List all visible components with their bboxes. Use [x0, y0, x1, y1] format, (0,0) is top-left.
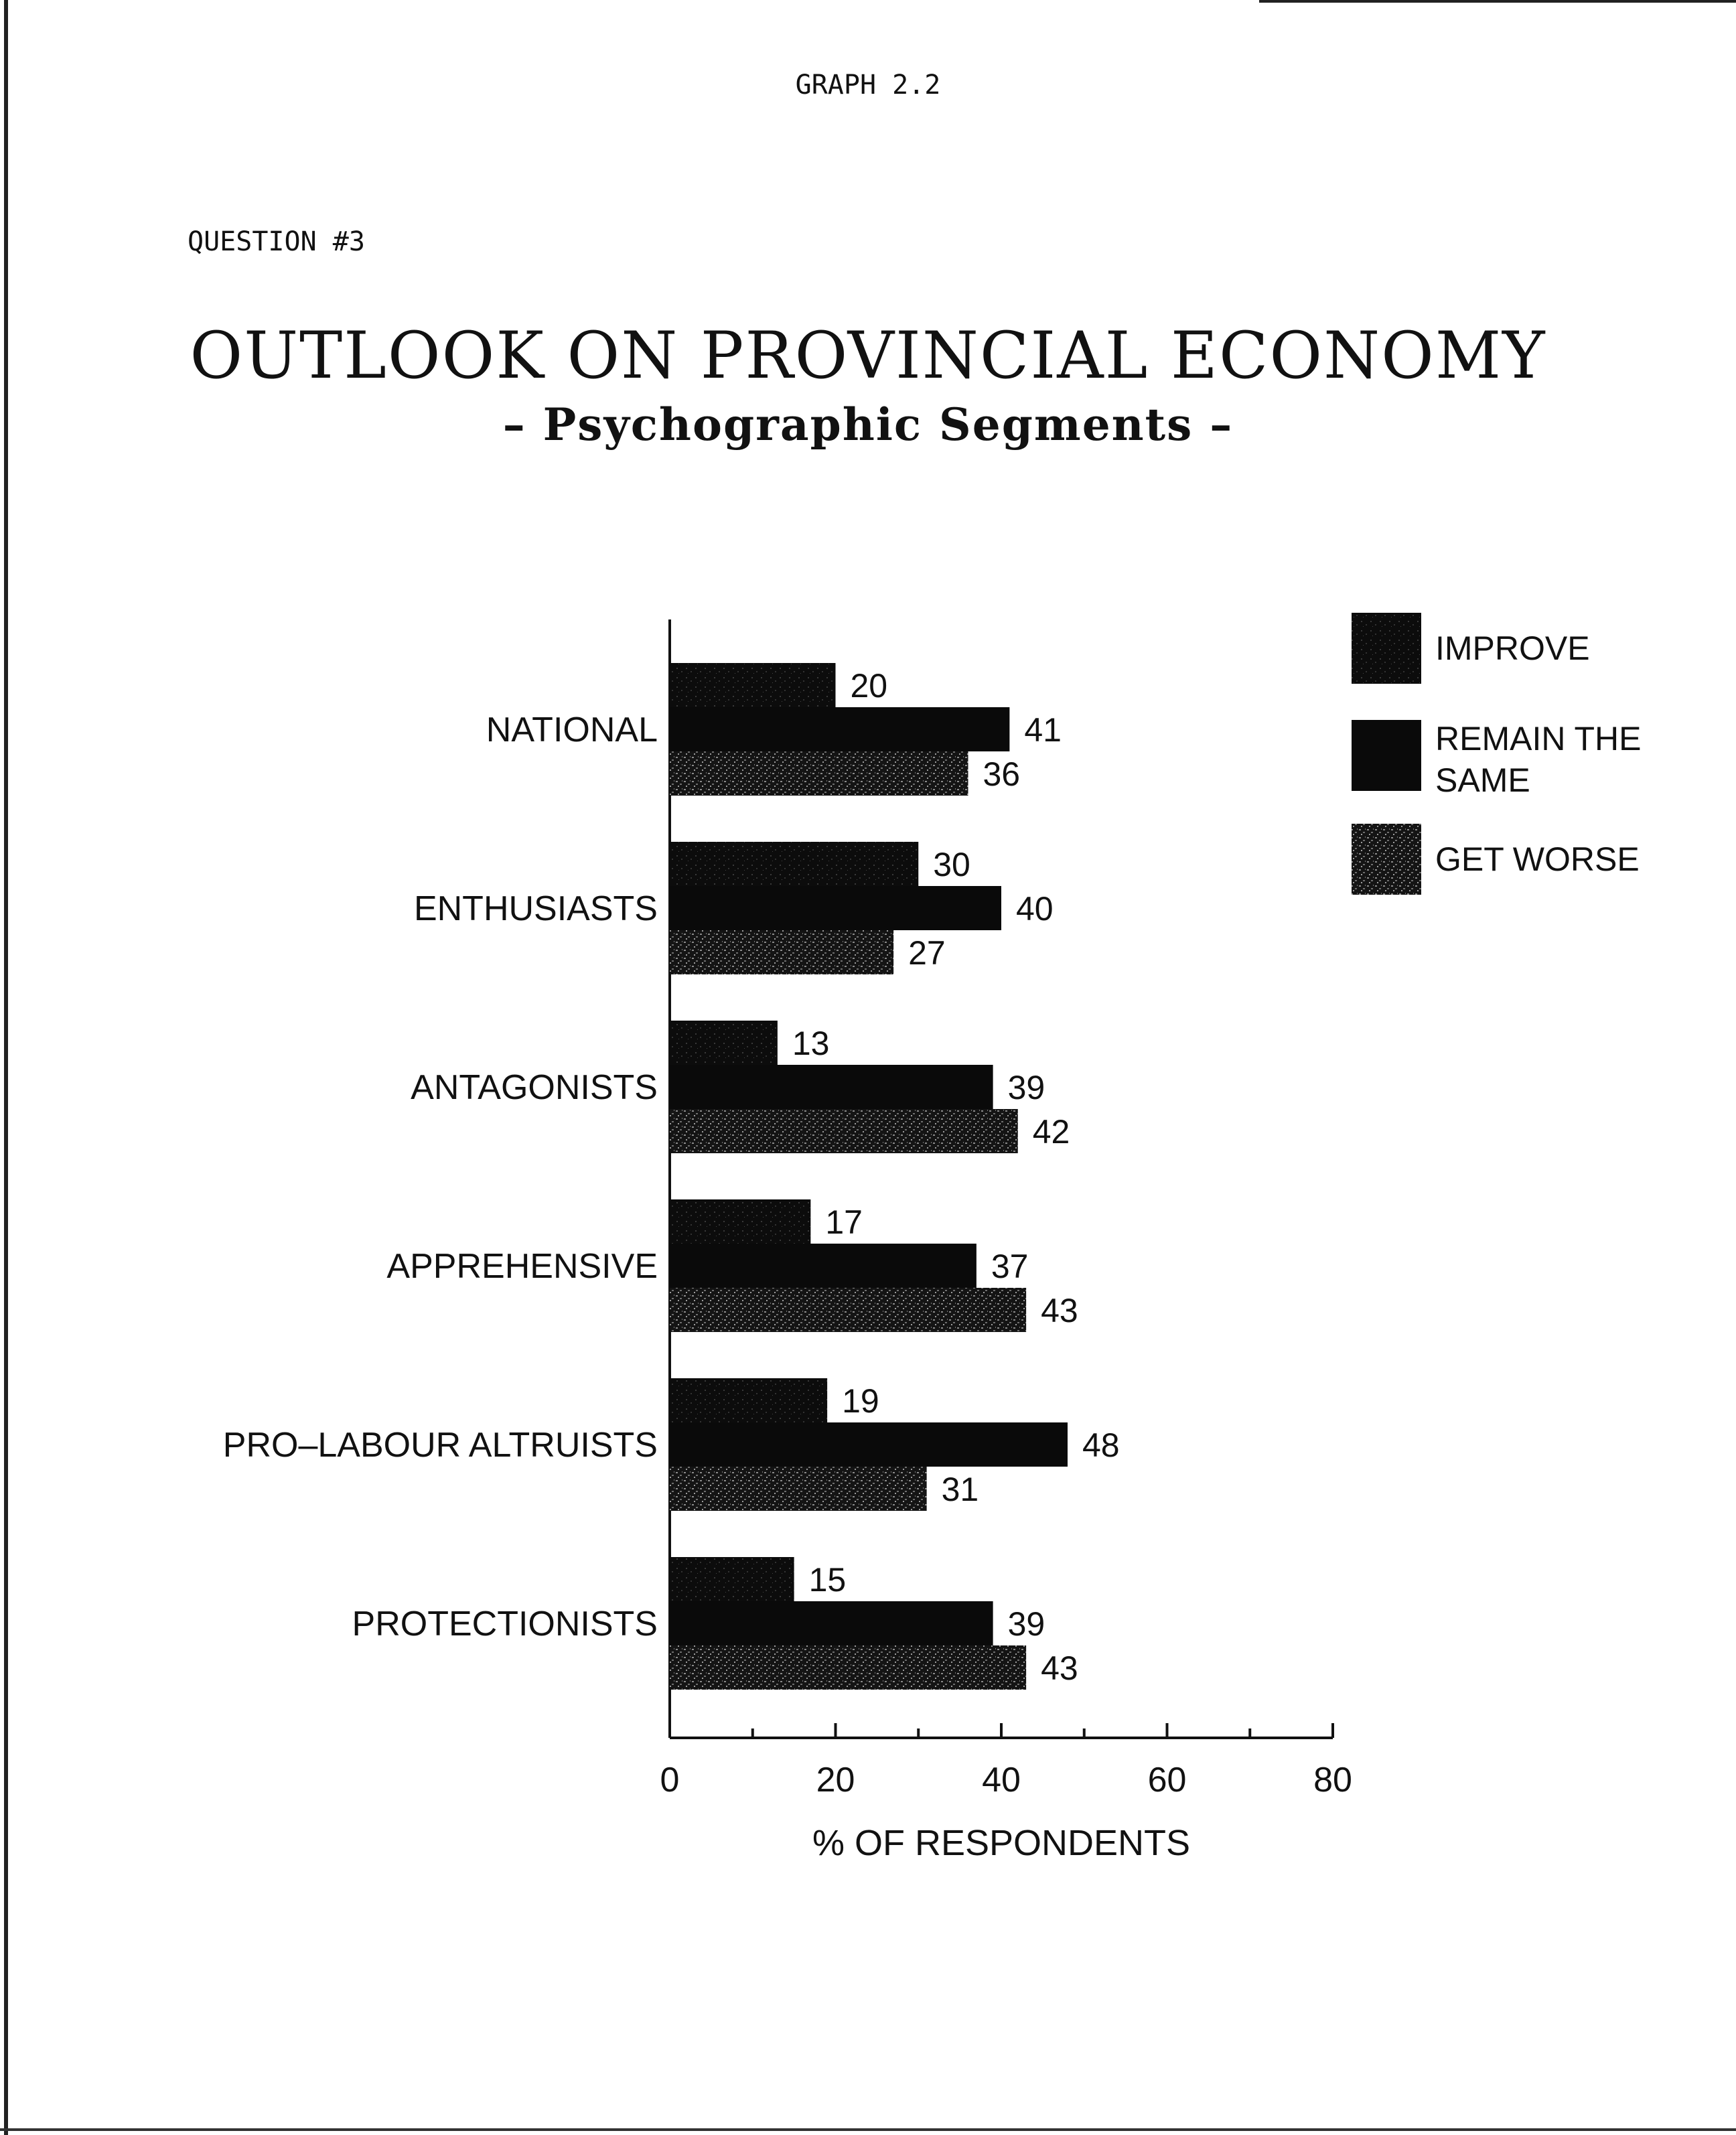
graph-number-label: GRAPH 2.2	[795, 70, 941, 100]
legend-swatch	[1352, 720, 1421, 791]
legend-swatch	[1352, 613, 1421, 684]
legend-label: GET WORSE	[1435, 840, 1640, 878]
chart-legend	[1352, 613, 1641, 895]
data-label: 27	[908, 934, 946, 972]
bar	[670, 1645, 1026, 1690]
data-label: 31	[941, 1471, 979, 1508]
data-label: 13	[792, 1025, 830, 1062]
bar	[670, 751, 968, 796]
bar	[670, 1422, 1068, 1467]
x-tick-label: 80	[1313, 1761, 1352, 1799]
x-axis-title: % OF RESPONDENTS	[812, 1823, 1191, 1863]
bar	[670, 663, 836, 707]
bar	[670, 1288, 1026, 1332]
data-label: 39	[1007, 1605, 1045, 1643]
category-label: PRO–LABOUR ALTRUISTS	[222, 1426, 658, 1465]
legend-swatch	[1352, 824, 1421, 895]
x-tick-label: 20	[816, 1761, 855, 1799]
bar	[670, 930, 893, 974]
category-label: ENTHUSIASTS	[413, 889, 658, 928]
x-tick-label: 0	[660, 1761, 680, 1799]
data-label: 39	[1007, 1069, 1045, 1106]
data-label: 20	[850, 667, 888, 705]
category-label: ANTAGONISTS	[411, 1068, 658, 1107]
bar	[670, 842, 918, 886]
data-label: 43	[1041, 1292, 1078, 1329]
bar	[670, 1109, 1018, 1153]
data-label: 37	[991, 1248, 1029, 1285]
bar	[670, 1021, 778, 1065]
category-label: PROTECTIONISTS	[352, 1605, 658, 1643]
data-label: 17	[825, 1203, 863, 1241]
data-label: 41	[1024, 711, 1062, 749]
bar	[670, 1199, 810, 1244]
legend-label: SAME	[1435, 761, 1530, 799]
data-label: 30	[933, 846, 970, 883]
bar	[670, 1601, 993, 1645]
x-tick-label: 40	[982, 1761, 1021, 1799]
bar	[670, 707, 1009, 751]
data-label: 15	[808, 1561, 847, 1599]
bar	[670, 1467, 927, 1511]
bar	[670, 1244, 976, 1288]
category-label: NATIONAL	[486, 711, 658, 749]
chart-subtitle: – Psychographic Segments –	[502, 398, 1234, 451]
bar	[670, 886, 1001, 930]
data-label: 36	[983, 755, 1021, 793]
bar	[670, 1557, 794, 1601]
legend-label: REMAIN THE	[1435, 720, 1642, 757]
data-label: 19	[842, 1382, 879, 1420]
x-tick-label: 60	[1147, 1761, 1187, 1799]
bar	[670, 1378, 827, 1422]
data-label: 48	[1082, 1426, 1120, 1464]
question-label: QUESTION #3	[188, 226, 365, 257]
data-label: 40	[1016, 890, 1054, 928]
category-label: APPREHENSIVE	[386, 1247, 658, 1286]
bar	[670, 1065, 993, 1109]
chart-title: OUTLOOK ON PROVINCIAL ECONOMY	[190, 318, 1546, 393]
data-label: 43	[1041, 1649, 1078, 1687]
data-label: 42	[1032, 1113, 1070, 1151]
legend-label: IMPROVE	[1435, 630, 1590, 667]
chart-bars	[670, 663, 1068, 1690]
